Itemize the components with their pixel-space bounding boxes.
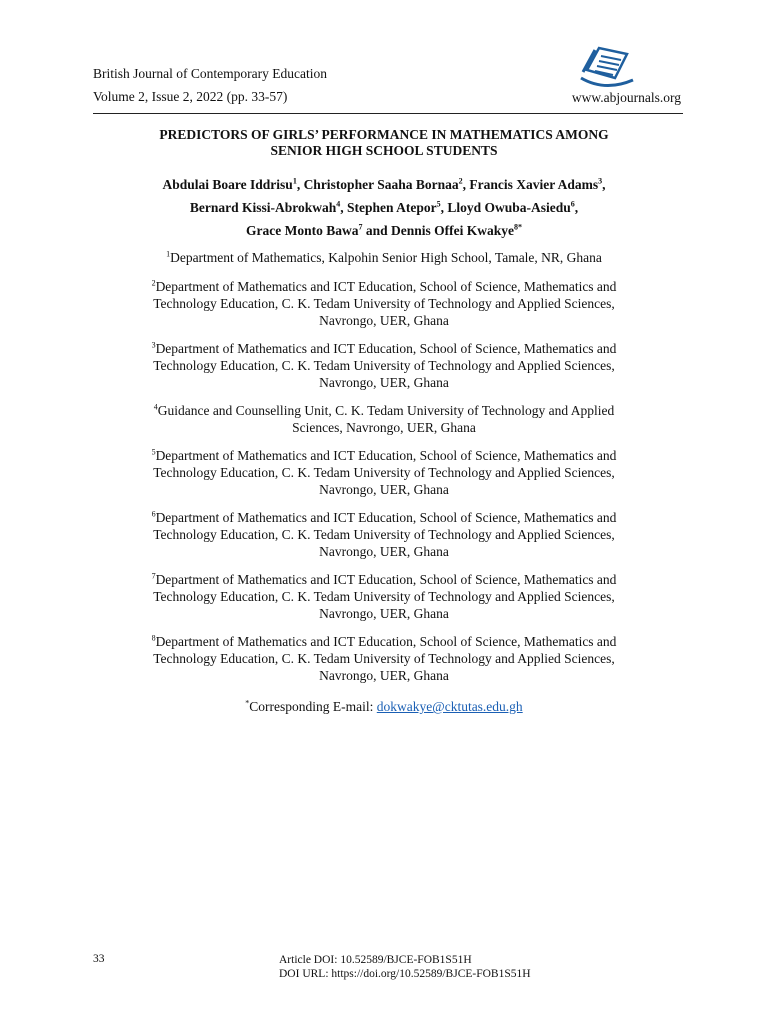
author-line — [93, 196, 675, 219]
email-link[interactable]: dokwakye@cktutas.edu.gh — [376, 699, 523, 714]
affiliation-text: Department of Mathematics and ICT Education, School of Science, Mathematics and — [155, 572, 617, 587]
affiliation-text: Technology Education, C. K. Tedam University of Technology and Applied Sciences, — [153, 589, 615, 604]
affiliation-text: Department of Mathematics and ICT Education, School of Science, Mathematics and — [155, 341, 617, 356]
author-sup: 4 — [336, 199, 341, 209]
affiliation-text: Navrongo, UER, Ghana — [319, 375, 449, 390]
affiliation-text: Navrongo, UER, Ghana — [319, 313, 449, 328]
affiliation-text: Department of Mathematics and ICT Education, School of Science, Mathematics and — [155, 279, 617, 294]
affiliation — [93, 571, 675, 622]
author-name: Abdulai Boare Iddrisu — [162, 177, 293, 192]
affiliation — [93, 340, 675, 391]
journal-name: British Journal of Contemporary Education — [93, 66, 327, 81]
author-line — [93, 173, 675, 196]
affiliation-number: 6 — [151, 509, 156, 519]
author-name: Francis Xavier Adams — [469, 177, 599, 192]
affiliation-text: Navrongo, UER, Ghana — [319, 606, 449, 621]
author-sup: 3 — [598, 176, 603, 186]
title-line: PREDICTORS OF GIRLS’ PERFORMANCE IN MATHEMATICS AMONG — [159, 127, 609, 142]
article-doi: Article DOI: 10.52589/BJCE-FOB1S51H — [279, 954, 472, 966]
footer-doi — [279, 953, 531, 981]
author-name: Lloyd Owuba-Asiedu — [447, 200, 571, 215]
affiliation — [93, 447, 675, 498]
journal-website[interactable]: www.abjournals.org — [571, 90, 681, 105]
affiliation-number: 3 — [151, 340, 156, 350]
affiliation-text: Technology Education, C. K. Tedam University of Technology and Applied Sciences, — [153, 358, 615, 373]
author-sup: 8* — [514, 222, 522, 232]
author-sep: , — [340, 200, 347, 215]
affiliation-number: 7 — [151, 571, 156, 581]
author-name: Grace Monto Bawa — [245, 223, 359, 238]
affiliation-text: Navrongo, UER, Ghana — [319, 544, 449, 559]
affiliation-text: Technology Education, C. K. Tedam University of Technology and Applied Sciences, — [153, 651, 615, 666]
corresponding-mark: * — [245, 698, 250, 708]
affiliation-list — [93, 249, 675, 715]
affiliation — [93, 278, 675, 329]
author-line — [93, 219, 675, 242]
author-sep: , — [440, 200, 448, 215]
author-sup: 5 — [436, 199, 441, 209]
affiliation-text: Guidance and Counselling Unit, C. K. Tedam University of Technology and Applied — [157, 403, 615, 418]
affiliation-number: 8 — [151, 633, 156, 643]
affiliation-text: Technology Education, C. K. Tedam University of Technology and Applied Sciences, — [153, 465, 615, 480]
affiliation-text: Sciences, Navrongo, UER, Ghana — [292, 420, 476, 435]
header-divider — [93, 113, 683, 114]
affiliation-number: 4 — [153, 402, 158, 412]
affiliation-text: Department of Mathematics, Kalpohin Senior High School, Tamale, NR, Ghana — [170, 250, 602, 265]
affiliation-text: Technology Education, C. K. Tedam University of Technology and Applied Sciences, — [153, 296, 615, 311]
author-list — [93, 173, 675, 242]
doi-url[interactable]: DOI URL: https://doi.org/10.52589/BJCE-FOB1S51H — [279, 968, 531, 980]
author-sup: 2 — [458, 176, 463, 186]
affiliation-text: Department of Mathematics and ICT Education, School of Science, Mathematics and — [155, 510, 617, 525]
author-sep: and — [362, 223, 391, 238]
affiliation-text: Department of Mathematics and ICT Education, School of Science, Mathematics and — [155, 448, 617, 463]
affiliation-text: Navrongo, UER, Ghana — [319, 668, 449, 683]
affiliation-text: Navrongo, UER, Ghana — [319, 482, 449, 497]
title-line: SENIOR HIGH SCHOOL STUDENTS — [270, 143, 498, 158]
author-sup: 1 — [292, 176, 297, 186]
affiliation — [93, 633, 675, 684]
journal-logo-icon — [575, 40, 645, 90]
page-header — [93, 64, 683, 116]
affiliation-number: 5 — [151, 447, 156, 457]
author-sep: , — [296, 177, 304, 192]
author-name: Stephen Atepor — [346, 200, 437, 215]
paper-title — [93, 127, 675, 159]
affiliation-text: Department of Mathematics and ICT Education, School of Science, Mathematics and — [155, 634, 617, 649]
affiliation — [93, 509, 675, 560]
affiliation-number: 2 — [151, 278, 156, 288]
author-sup: 7 — [358, 222, 363, 232]
affiliation — [93, 249, 675, 266]
affiliation-number: 1 — [166, 249, 171, 259]
author-sup: 6 — [570, 199, 575, 209]
affiliation-text: Technology Education, C. K. Tedam University of Technology and Applied Sciences, — [153, 527, 615, 542]
volume-info: Volume 2, Issue 2, 2022 (pp. 33-57) — [93, 89, 288, 104]
corresponding-label: Corresponding E-mail: — [249, 699, 377, 714]
author-sep: , — [574, 200, 579, 215]
author-sep: , — [462, 177, 470, 192]
author-name: Christopher Saaha Bornaa — [303, 177, 459, 192]
page-number: 33 — [93, 953, 105, 965]
affiliation — [93, 402, 675, 436]
author-sep: , — [602, 177, 606, 192]
author-name: Bernard Kissi-Abrokwah — [189, 200, 337, 215]
author-name: Dennis Offei Kwakye — [391, 223, 514, 238]
corresponding-email — [93, 698, 675, 715]
